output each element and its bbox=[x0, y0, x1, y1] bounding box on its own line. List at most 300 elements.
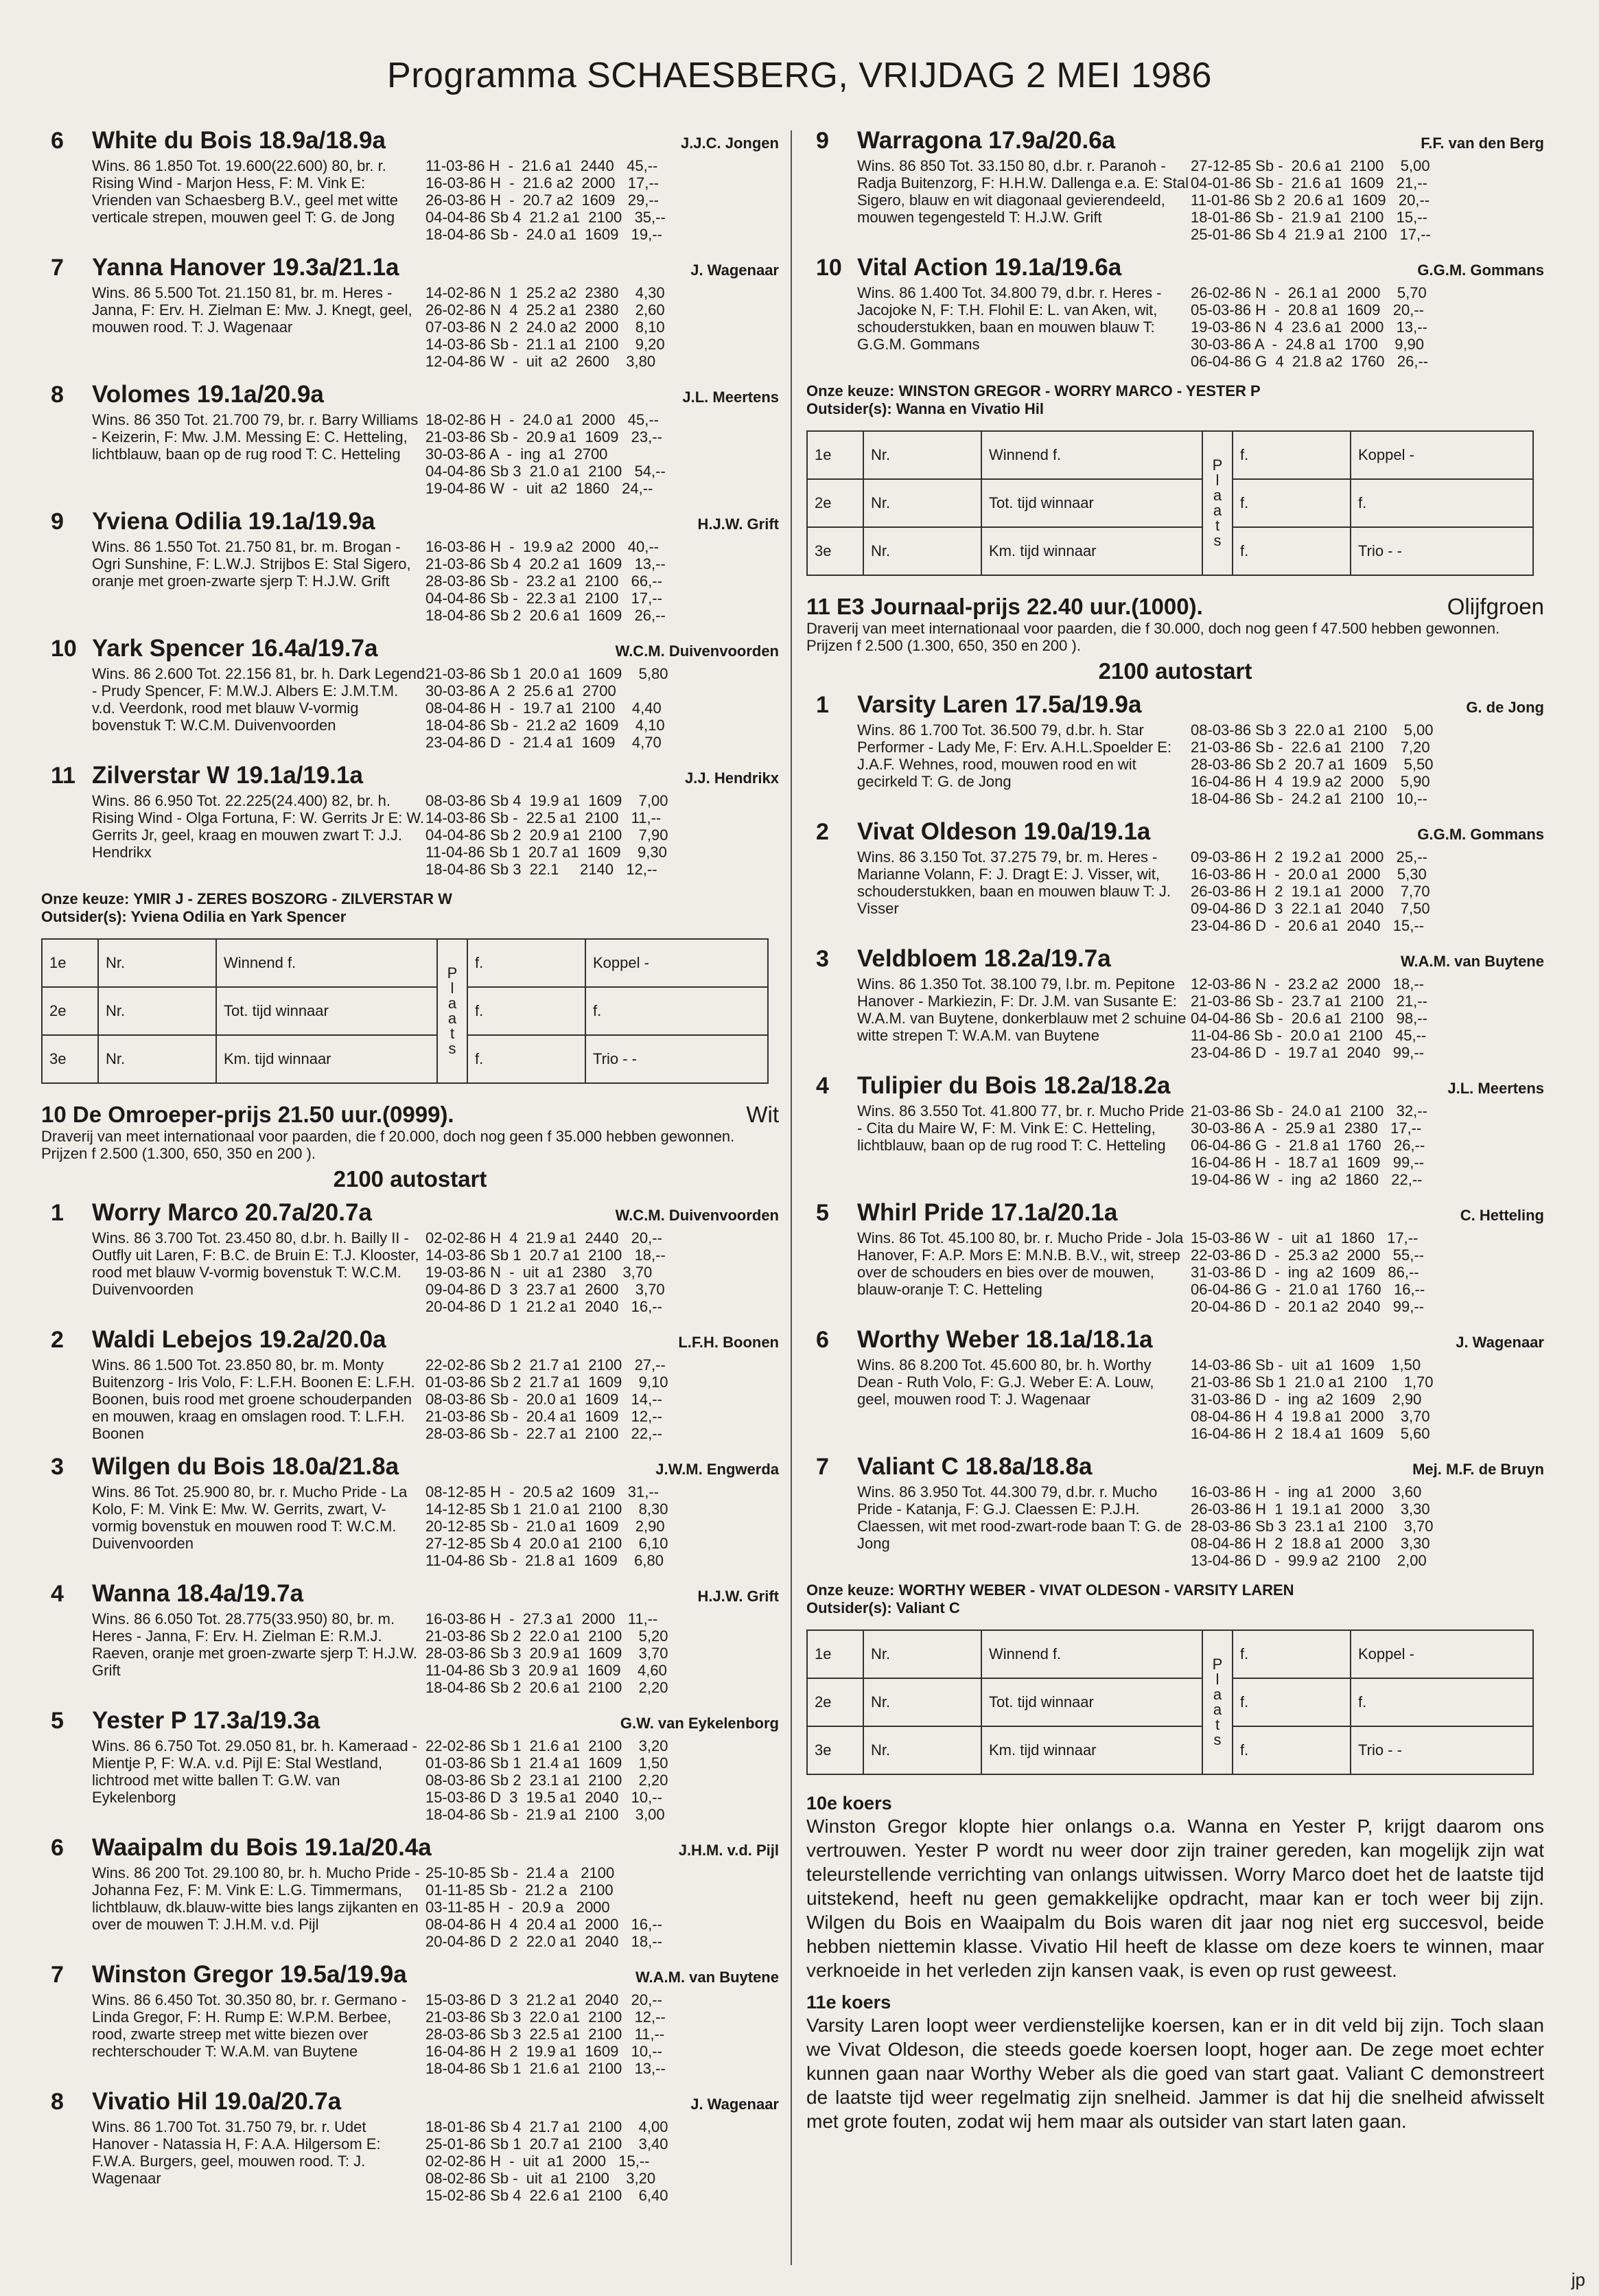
result-row: 11-03-86 H - 21.6 a1 2440 45,-- bbox=[425, 157, 658, 174]
horse-description: Wins. 86 850 Tot. 33.150 80, d.br. r. Paranoh - Radja Buitenzorg, F: H.H.W. Dallenga e.a. E: Stal Sigero, blauw en wit diagonaal gevierendeeld, mouwen tegengesteld T: H.J.W. Grift bbox=[857, 157, 1189, 226]
result-row: 21-03-86 Sb - 20.9 a1 1609 23,-- bbox=[425, 428, 662, 445]
horse-entry bbox=[806, 1072, 1544, 1188]
place-label: 3e bbox=[42, 1035, 98, 1083]
horse-header bbox=[41, 635, 779, 665]
place-label: 1e bbox=[42, 939, 98, 987]
result-table-row bbox=[42, 987, 768, 1035]
race10-description: Draverij van meet internationaal voor paarden, die f 20.000, doch nog geen f 35.000 hebben gewonnen. Prijzen f 2.500 (1.300, 650, 350 en 200 ). bbox=[41, 1128, 735, 1162]
place-label: 1e bbox=[807, 431, 863, 479]
horse-header bbox=[806, 1199, 1544, 1229]
plaats-label: P l a a t s bbox=[1202, 1630, 1233, 1774]
horse-header bbox=[806, 691, 1544, 721]
nr-label: Nr. bbox=[863, 1678, 981, 1726]
horse-trainer: J.J. Hendrikx bbox=[685, 769, 779, 787]
race11-description: Draverij van meet internationaal voor paarden, die f 30.000, doch nog geen f 47.500 hebben gewonnen. Prijzen f 2.500 (1.300, 650, 350 en 200 ). bbox=[806, 620, 1500, 654]
horse-number: 8 bbox=[51, 382, 64, 408]
horse-body bbox=[806, 1356, 1544, 1442]
horse-number: 11 bbox=[51, 763, 75, 789]
result-row: 18-04-86 Sb - 24.2 a1 2100 10,-- bbox=[1191, 790, 1427, 807]
horse-body bbox=[41, 792, 779, 878]
result-row: 15-02-86 Sb 4 22.6 a1 2100 6,40 bbox=[425, 2187, 668, 2204]
horse-description: Wins. 86 Tot. 45.100 80, br. r. Mucho Pride - Jola Hanover, F: A.P. Mors E: M.N.B. B.V., wit, streep over de schouders en bies over de mouwen, blauw-oranje T: C. Hetteling bbox=[857, 1229, 1184, 1298]
horse-entry bbox=[806, 1453, 1544, 1569]
horse-number: 7 bbox=[51, 255, 64, 281]
result-row: 06-04-86 G - 21.0 a1 1760 16,-- bbox=[1191, 1281, 1425, 1298]
plaats-amount: f. bbox=[1233, 1726, 1351, 1774]
amount-label: Tot. tijd winnaar bbox=[981, 1678, 1202, 1726]
horse-results bbox=[1191, 975, 1544, 1061]
result-row: 14-12-85 Sb 1 21.0 a1 2100 8,30 bbox=[425, 1500, 668, 1518]
horse-entry bbox=[806, 127, 1544, 243]
result-row: 28-03-86 Sb - 23.2 a1 2100 66,-- bbox=[425, 572, 662, 590]
horse-number: 3 bbox=[816, 946, 829, 972]
race11-horses bbox=[806, 691, 1544, 1569]
result-row: 16-03-86 H - 20.0 a1 2000 5,30 bbox=[1191, 866, 1427, 883]
horse-number: 5 bbox=[816, 1200, 829, 1226]
result-row: 20-04-86 D - 20.1 a2 2040 99,-- bbox=[1191, 1298, 1424, 1315]
result-row: 18-04-86 Sb - 21.9 a1 2100 3,00 bbox=[425, 1806, 665, 1823]
result-row: 09-03-86 H 2 19.2 a1 2000 25,-- bbox=[1191, 848, 1427, 866]
horse-body bbox=[41, 1483, 779, 1569]
result-row: 07-03-86 N 2 24.0 a2 2000 8,10 bbox=[425, 318, 665, 336]
horse-description: Wins. 86 6.450 Tot. 30.350 80, br. r. Germano - Linda Gregor, F: H. Rump E: W.P.M. Berbee, rood, zwarte streep met witte biezen over rechterschouder T: W.A.M. van Buytene bbox=[92, 1991, 407, 2060]
result-row: 08-04-86 H 2 18.8 a1 2000 3,30 bbox=[1191, 1535, 1430, 1552]
right-column bbox=[806, 127, 1544, 2133]
horse-header bbox=[41, 2088, 779, 2118]
result-row: 14-03-86 Sb - uit a1 1609 1,50 bbox=[1191, 1356, 1421, 1373]
result-row: 26-03-86 H - 20.7 a2 1609 29,-- bbox=[425, 192, 659, 209]
horse-body bbox=[806, 975, 1544, 1061]
result-row: 04-04-86 Sb - 22.3 a1 2100 17,-- bbox=[425, 590, 662, 607]
onze-keuze: Onze keuze: WORTHY WEBER - VIVAT OLDESON - VARSITY LAREN bbox=[806, 1581, 1294, 1599]
result-row: 08-12-85 H - 20.5 a2 1609 31,-- bbox=[425, 1483, 659, 1500]
horse-number: 2 bbox=[816, 819, 829, 845]
result-row: 14-03-86 Sb - 21.1 a1 2100 9,20 bbox=[425, 336, 665, 353]
f-label: f. bbox=[1351, 1678, 1533, 1726]
horse-header bbox=[41, 762, 779, 792]
horse-header bbox=[41, 1834, 779, 1864]
result-row: 22-02-86 Sb 1 21.6 a1 2100 3,20 bbox=[425, 1737, 668, 1754]
horse-number: 10 bbox=[816, 255, 842, 281]
signature: jp bbox=[1571, 2269, 1585, 2290]
race10-horses-continued bbox=[806, 127, 1544, 370]
horse-description: Wins. 86 1.400 Tot. 34.800 79, d.br. r. Heres - Jacojoke N, F: T.H. Flohil E: L. van Aken, wit, schouderstukken, baan en mouwen blauw T: G.G.M. Gommans bbox=[857, 284, 1162, 353]
horse-number: 9 bbox=[51, 509, 64, 535]
result-row: 23-04-86 D - 21.4 a1 1609 4,70 bbox=[425, 734, 662, 751]
horse-description: Wins. 86 2.600 Tot. 22.156 81, br. h. Dark Legend - Prudy Spencer, F: M.W.J. Albers E: J.M.T.M. v.d. Veerdonk, rood met blauw V-vormig bovenstuk T: W.C.M. Duivenvoorden bbox=[92, 665, 425, 734]
result-row: 30-03-86 A - ing a1 2700 bbox=[425, 445, 608, 463]
race10-autostart: 2100 autostart bbox=[333, 1166, 487, 1192]
result-row: 21-03-86 Sb - 20.4 a1 1609 12,-- bbox=[425, 1408, 662, 1425]
result-row: 06-04-86 G 4 21.8 a2 1760 26,-- bbox=[1191, 353, 1429, 370]
horse-description: Wins. 86 6.950 Tot. 22.225(24.400) 82, br. h. Rising Wind - Olga Fortuna, F: W. Gerrits Jr E: W. Gerrits Jr, geel, kraag en mouwen zwart T: J.J. Hendrikx bbox=[92, 792, 425, 861]
amount-label: Tot. tijd winnaar bbox=[216, 987, 437, 1035]
horse-name: Veldbloem 18.2a/19.7a bbox=[857, 945, 1111, 972]
horse-name: Tulipier du Bois 18.2a/18.2a bbox=[857, 1072, 1171, 1099]
horse-header bbox=[41, 508, 779, 538]
result-table-row bbox=[42, 1035, 768, 1083]
horse-header bbox=[41, 1453, 779, 1483]
horse-description: Wins. 86 1.700 Tot. 31.750 79, br. r. Udet Hanover - Natassia H, F: A.A. Hilgersom E: F.W.A. Burgers, geel, mouwen rood. T: J. Wagenaar bbox=[92, 2118, 381, 2187]
outsiders: Outsider(s): Yviena Odilia en Yark Spencer bbox=[41, 908, 347, 925]
horse-results bbox=[1191, 721, 1544, 807]
result-row: 08-04-86 H 4 20.4 a1 2000 16,-- bbox=[425, 1916, 662, 1933]
horse-number: 6 bbox=[51, 1835, 64, 1861]
horse-trainer: H.J.W. Grift bbox=[697, 515, 779, 533]
trio-label: Trio - - bbox=[1351, 527, 1533, 575]
amount-label: Km. tijd winnaar bbox=[981, 1726, 1202, 1774]
horse-body bbox=[41, 665, 779, 751]
amount-label: Km. tijd winnaar bbox=[216, 1035, 437, 1083]
race11-autostart: 2100 autostart bbox=[1098, 658, 1252, 684]
horse-number: 5 bbox=[51, 1708, 64, 1734]
horse-body bbox=[41, 1864, 779, 1950]
result-row: 22-02-86 Sb 2 21.7 a1 2100 27,-- bbox=[425, 1356, 666, 1373]
result-row: 11-04-86 Sb - 21.8 a1 1609 6,80 bbox=[425, 1552, 664, 1569]
race11-title: 11 E3 Journaal-prijs 22.40 uur.(1000). bbox=[806, 594, 1203, 619]
horse-description: Wins. 86 3.150 Tot. 37.275 79, br. m. Heres - Marianne Volann, F: J. Dragt E: J. Visser, wit, schouderstukken, baan en mouwen blauw T: J. Visser bbox=[857, 848, 1171, 917]
comment-heading: 10e koers bbox=[806, 1793, 892, 1813]
result-table-3 bbox=[806, 1630, 1544, 1775]
horse-body bbox=[806, 1102, 1544, 1188]
amount-label: Winnend f. bbox=[981, 431, 1202, 479]
horse-entry bbox=[806, 945, 1544, 1061]
horse-body bbox=[41, 411, 779, 497]
result-row: 18-01-86 Sb 4 21.7 a1 2100 4,00 bbox=[425, 2118, 668, 2135]
result-table-row bbox=[807, 479, 1533, 527]
plaats-amount: f. bbox=[1233, 1678, 1351, 1726]
horse-body bbox=[41, 538, 779, 624]
result-row: 21-03-86 Sb 4 20.2 a1 1609 13,-- bbox=[425, 555, 666, 572]
place-label: 3e bbox=[807, 1726, 863, 1774]
plaats-amount: f. bbox=[467, 939, 585, 987]
result-row: 08-02-86 Sb - uit a1 2100 3,20 bbox=[425, 2170, 656, 2187]
result-row: 25-01-86 Sb 4 21.9 a1 2100 17,-- bbox=[1191, 226, 1431, 243]
horse-name: Zilverstar W 19.1a/19.1a bbox=[92, 762, 363, 789]
horse-trainer: W.C.M. Duivenvoorden bbox=[615, 642, 779, 660]
result-row: 06-04-86 G - 21.8 a1 1760 26,-- bbox=[1191, 1137, 1425, 1154]
horse-name: Waldi Lebejos 19.2a/20.0a bbox=[92, 1326, 386, 1353]
horse-trainer: J.H.M. v.d. Pijl bbox=[678, 1842, 779, 1859]
horse-description: Wins. 86 1.550 Tot. 21.750 81, br. m. Brogan - Ogri Sunshine, F: L.W.J. Strijbos E: Stal Sigero, oranje met groen-zwarte sjerp T: H.J.W. Grift bbox=[92, 538, 411, 590]
horse-body bbox=[41, 2118, 779, 2204]
horse-trainer: W.A.M. van Buytene bbox=[1400, 953, 1544, 970]
horse-body bbox=[41, 1229, 779, 1315]
horse-results bbox=[1191, 1102, 1544, 1188]
result-row: 16-04-86 H 2 19.9 a1 1609 10,-- bbox=[425, 2043, 662, 2060]
commentary bbox=[806, 1793, 1544, 2133]
horse-name: Whirl Pride 17.1a/20.1a bbox=[857, 1199, 1118, 1226]
result-row: 31-03-86 D - ing a2 1609 86,-- bbox=[1191, 1264, 1419, 1281]
horse-trainer: J.L. Meertens bbox=[1447, 1080, 1544, 1097]
horse-name: Wanna 18.4a/19.7a bbox=[92, 1580, 304, 1607]
keuze-block-race11 bbox=[806, 1581, 1544, 1617]
result-row: 16-03-86 H - ing a1 2000 3,60 bbox=[1191, 1483, 1422, 1500]
horse-trainer: G.W. van Eykelenborg bbox=[620, 1715, 779, 1732]
horse-trainer: J. Wagenaar bbox=[690, 2096, 779, 2113]
horse-number: 9 bbox=[816, 128, 829, 154]
race10-color: Wit bbox=[746, 1102, 779, 1127]
horse-number: 3 bbox=[51, 1454, 64, 1480]
result-row: 18-04-86 Sb 2 20.6 a1 2100 2,20 bbox=[425, 1679, 668, 1696]
plaats-amount: f. bbox=[1233, 479, 1351, 527]
left-column bbox=[41, 127, 779, 2215]
result-row: 01-03-86 Sb 1 21.4 a1 1609 1,50 bbox=[425, 1754, 668, 1772]
nr-label: Nr. bbox=[863, 1630, 981, 1678]
horse-results bbox=[425, 1356, 779, 1442]
koppel-label: Koppel - bbox=[1351, 1630, 1533, 1678]
keuze-block-top bbox=[41, 890, 779, 926]
horse-description: Wins. 86 5.500 Tot. 21.150 81, br. m. Heres - Janna, F: Erv. H. Zielman E: Mw. J. Knegt, geel, mouwen rood. T: J. Wagenaar bbox=[92, 284, 412, 336]
amount-label: Winnend f. bbox=[981, 1630, 1202, 1678]
nr-label: Nr. bbox=[98, 1035, 216, 1083]
horse-header bbox=[806, 818, 1544, 848]
result-table bbox=[806, 1630, 1534, 1775]
result-row: 22-03-86 D - 25.3 a2 2000 55,-- bbox=[1191, 1246, 1424, 1264]
horse-results bbox=[425, 1864, 779, 1950]
horse-entry bbox=[41, 1961, 779, 2077]
result-row: 27-12-85 Sb - 20.6 a1 2100 5,00 bbox=[1191, 157, 1430, 174]
horse-number: 10 bbox=[51, 636, 77, 662]
result-row: 21-03-86 Sb - 23.7 a1 2100 21,-- bbox=[1191, 993, 1427, 1010]
horse-number: 7 bbox=[816, 1454, 829, 1480]
result-row: 25-01-86 Sb 1 20.7 a1 2100 3,40 bbox=[425, 2135, 668, 2153]
horse-trainer: H.J.W. Grift bbox=[697, 1588, 779, 1605]
keuze-block-race10 bbox=[806, 382, 1544, 418]
horse-name: Varsity Laren 17.5a/19.9a bbox=[857, 691, 1142, 718]
horse-name: Warragona 17.9a/20.6a bbox=[857, 127, 1116, 154]
koppel-label: Koppel - bbox=[1351, 431, 1533, 479]
result-row: 04-04-86 Sb 3 21.0 a1 2100 54,-- bbox=[425, 463, 666, 480]
horse-entry bbox=[41, 762, 779, 878]
amount-label: Km. tijd winnaar bbox=[981, 527, 1202, 575]
horse-description: Wins. 86 8.200 Tot. 45.600 80, br. h. Worthy Dean - Ruth Volo, F: G.J. Weber E: A. Louw, geel, mouwen rood T: J. Wagenaar bbox=[857, 1356, 1154, 1408]
page-title: Programma SCHAESBERG, VRIJDAG 2 MEI 1986 bbox=[387, 56, 1212, 95]
horse-description: Wins. 86 3.550 Tot. 41.800 77, br. r. Mucho Pride - Cita du Maire W, F: M. Vink E: C. Hetteling, lichtblauw, baan op de rug rood T: C. Hetteling bbox=[857, 1102, 1184, 1154]
result-table-row bbox=[807, 527, 1533, 575]
result-table-2 bbox=[806, 430, 1544, 576]
horse-description: Wins. 86 1.350 Tot. 38.100 79, l.br. m. Pepitone Hanover - Markiezin, F: Dr. J.M. van Susante E: W.A.M. van Buytene, donkerblauw met 2 schuine witte strepen T: W.A.M. van Buytene bbox=[857, 975, 1187, 1044]
result-row: 21-03-86 Sb 1 21.0 a1 2100 1,70 bbox=[1191, 1373, 1434, 1391]
horse-results bbox=[425, 284, 779, 370]
result-row: 28-03-86 Sb 2 20.7 a1 1609 5,50 bbox=[1191, 756, 1434, 773]
horse-name: Worthy Weber 18.1a/18.1a bbox=[857, 1326, 1153, 1353]
result-row: 11-04-86 Sb 1 20.7 a1 1609 9,30 bbox=[425, 844, 667, 861]
result-row: 18-02-86 H - 24.0 a1 2000 45,-- bbox=[425, 411, 659, 428]
result-row: 28-03-86 Sb 3 23.1 a1 2100 3,70 bbox=[1191, 1518, 1434, 1535]
horse-name: Volomes 19.1a/20.9a bbox=[92, 381, 324, 408]
horse-entry bbox=[41, 1326, 779, 1442]
result-row: 23-04-86 D - 19.7 a1 2040 99,-- bbox=[1191, 1044, 1424, 1061]
horse-name: Vital Action 19.1a/19.6a bbox=[857, 254, 1122, 281]
horse-body bbox=[806, 157, 1544, 243]
horse-entry bbox=[41, 254, 779, 370]
result-row: 20-04-86 D 1 21.2 a1 2040 16,-- bbox=[425, 1298, 662, 1315]
result-row: 28-03-86 Sb 3 20.9 a1 1609 3,70 bbox=[425, 1645, 668, 1662]
horse-number: 6 bbox=[51, 128, 64, 154]
horse-results bbox=[425, 1610, 779, 1696]
horse-entry bbox=[41, 381, 779, 497]
nr-label: Nr. bbox=[863, 527, 981, 575]
result-row: 26-03-86 H 2 19.1 a1 2000 7,70 bbox=[1191, 883, 1430, 900]
result-row: 03-11-85 H - 20.9 a 2000 bbox=[425, 1899, 610, 1916]
horse-results bbox=[1191, 848, 1544, 934]
result-row: 12-03-86 N - 23.2 a2 2000 18,-- bbox=[1191, 975, 1424, 993]
result-row: 21-03-86 Sb 1 20.0 a1 1609 5,80 bbox=[425, 665, 668, 682]
result-table bbox=[806, 430, 1534, 576]
result-row: 11-04-86 Sb 3 20.9 a1 1609 4,60 bbox=[425, 1662, 667, 1679]
horse-trainer: W.C.M. Duivenvoorden bbox=[615, 1207, 779, 1224]
result-row: 19-04-86 W - ing a2 1860 22,-- bbox=[1191, 1171, 1423, 1188]
result-row: 21-03-86 Sb 2 22.0 a1 2100 5,20 bbox=[425, 1627, 668, 1645]
comment-text: Winston Gregor klopte hier onlangs o.a. Wanna en Yester P, krijgt daarom ons vertrouwen. Yester P wordt nu weer door zijn trainer gereden, kan mogelijk zijn wat teleurstellende verrichting van onlangs uitwissen. Worry Marco doet het de laatste tijd uitstekend, heeft nu geen gemakkelijke opdracht, maar kan er toch weer bij zijn. Wilgen du Bois en Waaipalm du Bois waren dit jaar nog niet erg succesvol, beide hebben niettemin klasse. Vivatio Hil heeft de klasse om deze koers te winnen, maar verknoeide in het verleden zijn kansen vaak, is even op rust geweest. bbox=[806, 1816, 1544, 1981]
plaats-amount: f. bbox=[1233, 527, 1351, 575]
horse-number: 6 bbox=[816, 1327, 829, 1353]
horse-description: Wins. 86 3.700 Tot. 23.450 80, d.br. h. Bailly II - Outfly uit Laren, F: B.C. de Bruin E: T.J. Klooster, rood met blauw V-vormig bovenstuk T: W.C.M. Duivenvoorden bbox=[92, 1229, 419, 1298]
horse-entry bbox=[806, 818, 1544, 934]
result-row: 15-03-86 W - uit a1 1860 17,-- bbox=[1191, 1229, 1419, 1246]
result-row: 21-03-86 Sb 3 22.0 a1 2100 12,-- bbox=[425, 2008, 666, 2026]
outsiders: Outsider(s): Wanna en Vivatio Hil bbox=[806, 400, 1044, 417]
result-row: 20-04-86 D 2 22.0 a1 2040 18,-- bbox=[425, 1933, 662, 1950]
horse-results bbox=[1191, 1229, 1544, 1315]
result-row: 01-11-85 Sb - 21.2 a 2100 bbox=[425, 1881, 614, 1899]
horse-results bbox=[425, 411, 779, 497]
horse-header bbox=[41, 127, 779, 157]
result-row: 30-03-86 A - 25.9 a1 2380 17,-- bbox=[1191, 1120, 1422, 1137]
horse-results bbox=[425, 157, 779, 243]
result-row: 18-01-86 Sb - 21.9 a1 2100 15,-- bbox=[1191, 209, 1427, 226]
horse-trainer: J. Wagenaar bbox=[1456, 1334, 1544, 1351]
horse-name: Waaipalm du Bois 19.1a/20.4a bbox=[92, 1834, 432, 1861]
result-row: 14-02-86 N 1 25.2 a2 2380 4,30 bbox=[425, 284, 665, 301]
result-row: 05-03-86 H - 20.8 a1 1609 20,-- bbox=[1191, 301, 1424, 318]
horse-results bbox=[425, 665, 779, 751]
place-label: 2e bbox=[807, 1678, 863, 1726]
result-row: 09-04-86 D 3 23.7 a1 2600 3,70 bbox=[425, 1281, 665, 1298]
result-row: 13-04-86 D - 99.9 a2 2100 2,00 bbox=[1191, 1552, 1427, 1569]
horse-number: 4 bbox=[51, 1581, 64, 1607]
horse-entry bbox=[41, 1834, 779, 1950]
race10-header bbox=[41, 1102, 779, 1128]
result-row: 18-04-86 Sb 2 20.6 a1 1609 26,-- bbox=[425, 607, 666, 624]
horse-number: 8 bbox=[51, 2089, 64, 2115]
result-row: 20-12-85 Sb - 21.0 a1 1609 2,90 bbox=[425, 1518, 665, 1535]
horse-header bbox=[41, 1707, 779, 1737]
amount-label: Tot. tijd winnaar bbox=[981, 479, 1202, 527]
result-row: 11-04-86 Sb - 20.0 a1 2100 45,-- bbox=[1191, 1027, 1427, 1044]
plaats-amount: f. bbox=[1233, 1630, 1351, 1678]
horse-body bbox=[41, 157, 779, 243]
nr-label: Nr. bbox=[863, 431, 981, 479]
horse-description: Wins. 86 200 Tot. 29.100 80, br. h. Mucho Pride - Johanna Fez, F: M. Vink E: L.G. Timmermans, lichtblauw, dk.blauw-witte bies langs zijkanten en over de mouwen T: J.H.M. v.d. Pijl bbox=[92, 1864, 420, 1933]
result-row: 02-02-86 H 4 21.9 a1 2440 20,-- bbox=[425, 1229, 662, 1246]
place-label: 1e bbox=[807, 1630, 863, 1678]
result-row: 28-03-86 Sb - 22.7 a1 2100 22,-- bbox=[425, 1425, 662, 1442]
horse-trainer: J.J.C. Jongen bbox=[680, 135, 779, 152]
horse-entry bbox=[41, 2088, 779, 2204]
onze-keuze: Onze keuze: WINSTON GREGOR - WORRY MARCO - YESTER P bbox=[806, 382, 1261, 399]
horse-header bbox=[41, 1326, 779, 1356]
horse-body bbox=[41, 1737, 779, 1823]
horse-header bbox=[41, 381, 779, 411]
result-table-row bbox=[807, 1678, 1533, 1726]
horse-entry bbox=[41, 635, 779, 751]
result-row: 11-01-86 Sb 2 20.6 a1 1609 20,-- bbox=[1191, 192, 1430, 209]
result-row: 16-04-86 H 2 18.4 a1 1609 5,60 bbox=[1191, 1425, 1430, 1442]
horse-description: Wins. 86 350 Tot. 21.700 79, br. r. Barry Williams - Keizerin, F: Mw. J.M. Messing E: C. Hetteling, lichtblauw, baan op de rug rood T: C. Hetteling bbox=[92, 411, 419, 463]
horse-results bbox=[425, 1737, 779, 1823]
horse-entry bbox=[41, 1707, 779, 1823]
horse-description: Wins. 86 3.950 Tot. 44.300 79, d.br. r. Mucho Pride - Katanja, F: G.J. Claessen E: P.J.H. Claessen, wit met rood-zwart-rode baan T: G. de Jong bbox=[857, 1483, 1182, 1552]
plaats-amount: f. bbox=[467, 1035, 585, 1083]
result-row: 21-03-86 Sb - 22.6 a1 2100 7,20 bbox=[1191, 739, 1430, 756]
nr-label: Nr. bbox=[98, 939, 216, 987]
result-row: 04-01-86 Sb - 21.6 a1 1609 21,-- bbox=[1191, 174, 1427, 192]
horse-trainer: W.A.M. van Buytene bbox=[635, 1969, 779, 1986]
horse-name: Worry Marco 20.7a/20.7a bbox=[92, 1199, 372, 1226]
result-row: 23-04-86 D - 20.6 a1 2040 15,-- bbox=[1191, 917, 1424, 934]
result-row: 26-03-86 H 1 19.1 a1 2000 3,30 bbox=[1191, 1500, 1430, 1518]
nr-label: Nr. bbox=[98, 987, 216, 1035]
trio-label: Trio - - bbox=[1351, 1726, 1533, 1774]
result-row: 15-03-86 D 3 21.2 a1 2040 20,-- bbox=[425, 1991, 662, 2008]
result-row: 08-04-86 H 4 19.8 a1 2000 3,70 bbox=[1191, 1408, 1430, 1425]
horse-header bbox=[806, 1453, 1544, 1483]
horse-trainer: J.L. Meertens bbox=[682, 389, 779, 406]
result-row: 21-03-86 Sb - 24.0 a1 2100 32,-- bbox=[1191, 1102, 1427, 1120]
f-label: f. bbox=[1351, 479, 1533, 527]
comment-text: Varsity Laren loopt weer verdienstelijke koersen, kan er in dit veld bij zijn. Toch slaan we Vivat Oldeson, die steeds goede koersen loopt, hoger aan. De zege moet echter kunnen gaan naar Worthy Weber als die goed van start gaat. Valiant C demonstreert de laatste tijd weer regelmatig zijn snelheid. Jammer is dat hij die snelheid afwisselt met grote fouten, zodat wij hem maar als outsider van start laten gaan. bbox=[806, 2015, 1544, 2132]
result-row: 08-03-86 Sb 4 19.9 a1 1609 7,00 bbox=[425, 792, 668, 809]
horse-description: Wins. 86 Tot. 25.900 80, br. r. Mucho Pride - La Kolo, F: M. Vink E: Mw. W. Gerrits, zwart, V-vormig bovenstuk en mouwen rood T: W.C.M. Duivenvoorden bbox=[92, 1483, 408, 1552]
horse-name: Yester P 17.3a/19.3a bbox=[92, 1707, 320, 1734]
column-divider bbox=[791, 130, 792, 2265]
horse-body bbox=[41, 284, 779, 370]
horse-entry bbox=[41, 1199, 779, 1315]
horse-body bbox=[41, 1610, 779, 1696]
horse-header bbox=[41, 254, 779, 284]
result-row: 09-04-86 D 3 22.1 a1 2040 7,50 bbox=[1191, 900, 1430, 917]
result-row: 19-03-86 N - uit a1 2380 3,70 bbox=[425, 1264, 653, 1281]
horse-header bbox=[806, 254, 1544, 284]
result-row: 26-02-86 N 4 25.2 a1 2380 2,60 bbox=[425, 301, 665, 318]
horse-name: Valiant C 18.8a/18.8a bbox=[857, 1453, 1093, 1480]
horse-results bbox=[425, 1229, 779, 1315]
horse-entry bbox=[806, 1199, 1544, 1315]
horse-name: Winston Gregor 19.5a/19.9a bbox=[92, 1961, 407, 1988]
race10-horses bbox=[41, 1199, 779, 2204]
horse-results bbox=[425, 538, 779, 624]
horse-entry bbox=[806, 1326, 1544, 1442]
horse-header bbox=[41, 1580, 779, 1610]
horse-trainer: F.F. van den Berg bbox=[1421, 135, 1544, 152]
horse-results bbox=[425, 792, 779, 878]
nr-label: Nr. bbox=[863, 479, 981, 527]
horse-body bbox=[41, 1356, 779, 1442]
result-row: 08-03-86 Sb 2 23.1 a1 2100 2,20 bbox=[425, 1772, 668, 1789]
horse-trainer: L.F.H. Boonen bbox=[678, 1334, 779, 1351]
result-row: 12-04-86 W - uit a2 2600 3,80 bbox=[425, 353, 656, 370]
trio-label: Trio - - bbox=[585, 1035, 768, 1083]
horse-header bbox=[41, 1199, 779, 1229]
horse-results bbox=[425, 1991, 779, 2077]
horse-header bbox=[806, 1326, 1544, 1356]
horse-results bbox=[1191, 1483, 1544, 1569]
horse-header bbox=[41, 1961, 779, 1991]
horse-name: Vivatio Hil 19.0a/20.7a bbox=[92, 2088, 342, 2115]
result-row: 14-03-86 Sb 1 20.7 a1 2100 18,-- bbox=[425, 1246, 666, 1264]
